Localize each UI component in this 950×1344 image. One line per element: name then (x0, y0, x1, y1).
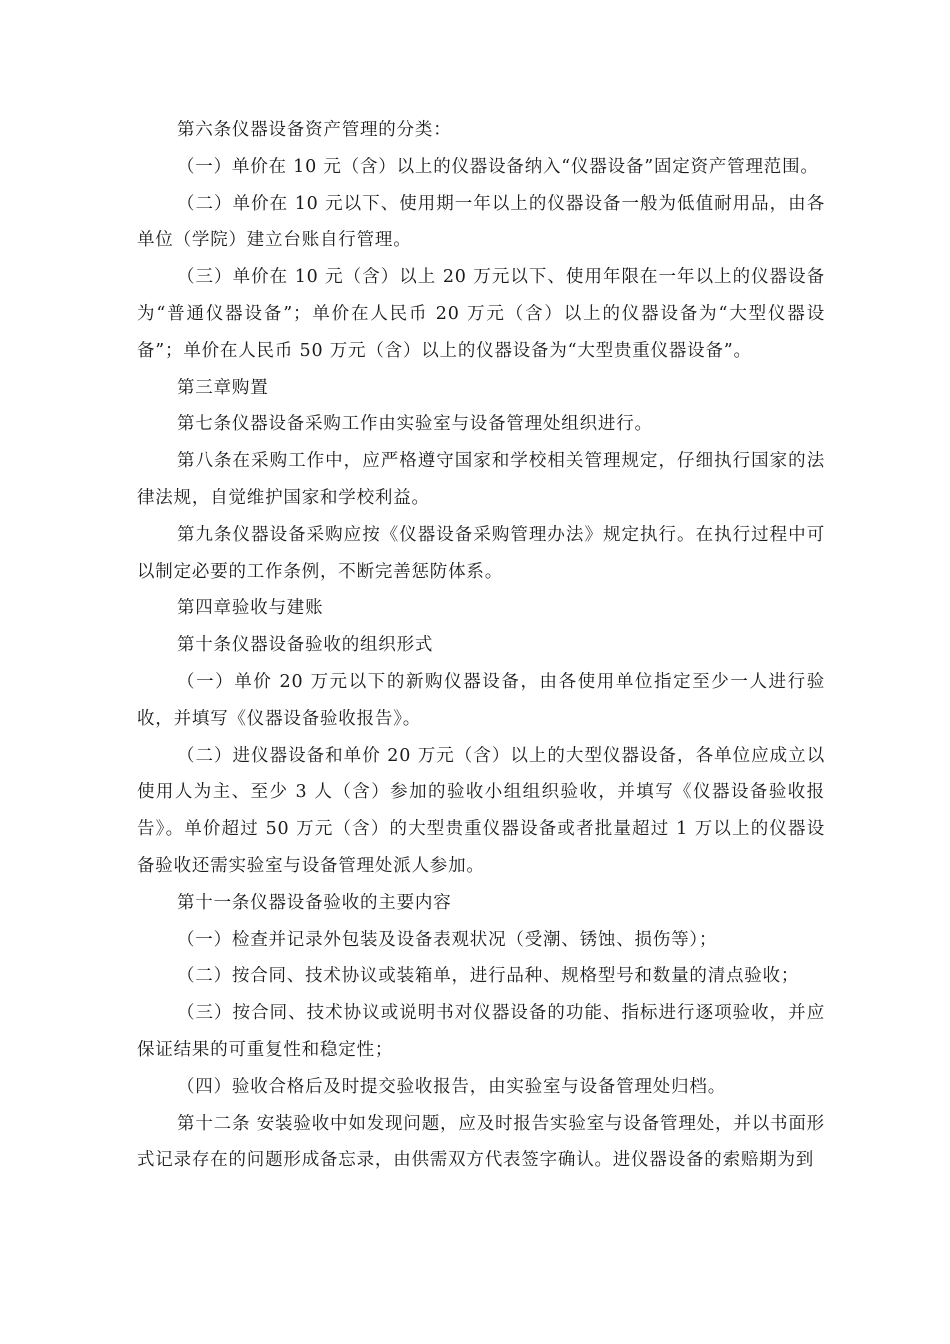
paragraph-item-2: （二）单价在 10 元以下、使用期一年以上的仪器设备一般为低值耐用品，由各单位（学院）建立台账自行管理。 (137, 193, 825, 251)
paragraph-article-10-item-2: （二）进仪器设备和单价 20 万元（含）以上的大型仪器设备，各单位应成立以使用人为主、至少 3 人（含）参加的验收小组组织验收，并填写《仪器设备验收报告》。单价超过 50 万元（含）的大型贵重仪器设备或者批量超过 1 万以上的仪器设备验收还需实验室与设备管理处派人参加。 (137, 745, 825, 876)
paragraph-article-11-item-4: （四）验收合格后及时提交验收报告，由实验室与设备管理处归档。 (177, 1076, 726, 1097)
paragraph-article-11-item-1: （一）检查并记录外包装及设备表观状况（受潮、锈蚀、损伤等）； (177, 929, 718, 950)
chapter-4-heading: 第四章验收与建账 (177, 598, 324, 619)
paragraph-article-12: 第十二条 安装验收中如发现问题，应及时报告实验室与设备管理处，并以书面形式记录存在的问题形成备忘录，由供需双方代表签字确认。进仪器设备的索赔期为到 (137, 1113, 825, 1171)
paragraph-article-11-item-3: （三）按合同、技术协议或说明书对仪器设备的功能、指标进行逐项验收，并应保证结果的可重复性和稳定性； (137, 1003, 825, 1060)
paragraph-article-10-item-1: （一）单价 20 万元以下的新购仪器设备，由各使用单位指定至少一人进行验收，并填写《仪器设备验收报告》。 (137, 671, 825, 729)
paragraph-article-6: 第六条仪器设备资产管理的分类： (177, 120, 452, 140)
paragraph-article-9: 第九条仪器设备采购应按《仪器设备采购管理办法》规定执行。在执行过程中可以制定必要的工作条例，不断完善惩防体系。 (137, 524, 825, 582)
paragraph-article-8: 第八条在采购工作中，应严格遵守国家和学校相关管理规定，仔细执行国家的法律法规，自觉维护国家和学校利益。 (137, 451, 825, 508)
chapter-3-heading: 第三章购置 (177, 377, 269, 398)
paragraph-article-11: 第十一条仪器设备验收的主要内容 (177, 892, 452, 913)
paragraph-article-11-item-2: （二）按合同、技术协议或装箱单，进行品种、规格型号和数量的清点验收； (177, 966, 800, 987)
paragraph-item-3: （三）单价在 10 元（含）以上 20 万元以下、使用年限在一年以上的仪器设备为“普通仪器设备”；单价在人民币 20 万元（含）以上的仪器设备为“大型仪器设备”；单价在人民币 50 万元（含）以上的仪器设备为“大型贵重仪器设备”。 (137, 267, 825, 361)
paragraph-item-1: （一）单价在 10 元（含）以上的仪器设备纳入“仪器设备”固定资产管理范围。 (177, 156, 819, 177)
paragraph-article-10: 第十条仪器设备验收的组织形式 (177, 635, 434, 656)
paragraph-article-7: 第七条仪器设备采购工作由实验室与设备管理处组织进行。 (177, 414, 653, 435)
document-body (137, 112, 825, 1179)
